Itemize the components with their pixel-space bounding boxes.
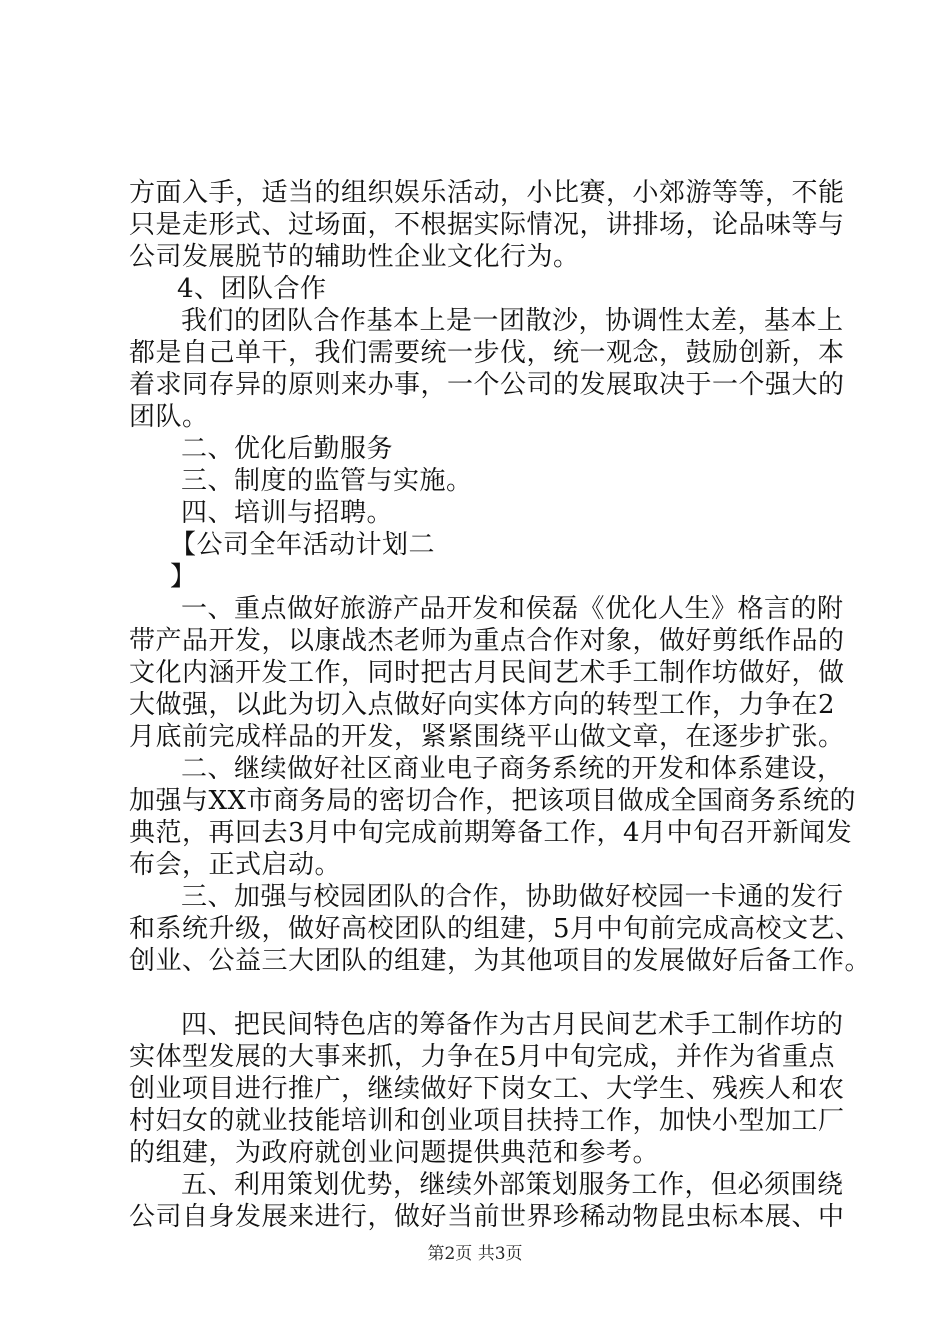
text-line: 二、继续做好社区商业电子商务系统的开发和体系建设， xyxy=(181,754,844,784)
plan-title: 【公司全年活动计划二 xyxy=(170,530,436,560)
text-line: 带产品开发，以康战杰老师为重点合作对象，做好剪纸作品的 xyxy=(129,626,845,656)
text-line: 公司自身发展来进行，做好当前世界珍稀动物昆虫标本展、中 xyxy=(129,1202,845,1232)
text-line: 大做强，以此为切入点做好向实体方向的转型工作，力争在2 xyxy=(129,690,836,720)
section-heading: 三、制度的监管与实施。 xyxy=(181,466,473,496)
text-line: 文化内涵开发工作，同时把古月民间艺术手工制作坊做好，做 xyxy=(129,658,845,688)
text-line: 典范，再回去3月中旬完成前期筹备工作，4月中旬召开新闻发 xyxy=(129,818,853,848)
text-line: 村妇女的就业技能培训和创业项目扶持工作，加快小型加工厂 xyxy=(129,1106,845,1136)
text-line: 四、把民间特色店的筹备作为古月民间艺术手工制作坊的 xyxy=(181,1010,844,1040)
text-line: 三、加强与校园团队的合作，协助做好校园一卡通的发行 xyxy=(181,882,844,912)
text-line: 五、利用策划优势，继续外部策划服务工作，但必须围绕 xyxy=(181,1170,844,1200)
text-line: 方面入手，适当的组织娱乐活动，小比赛，小郊游等等，不能 xyxy=(129,178,845,208)
text-line: 和系统升级，做好高校团队的组建，5月中旬前完成高校文艺、 xyxy=(129,914,862,944)
text-line: 我们的团队合作基本上是一团散沙，协调性太差，基本上 xyxy=(181,306,844,336)
page-number: 第2页 共3页 xyxy=(427,1244,523,1264)
text-line: 都是自己单干，我们需要统一步伐，统一观念，鼓励创新，本 xyxy=(129,338,845,368)
text-line: 创业、公益三大团队的组建，为其他项目的发展做好后备工作。 xyxy=(129,946,872,976)
text-line: 月底前完成样品的开发，紧紧围绕平山做文章，在逐步扩张。 xyxy=(129,722,845,752)
page-footer xyxy=(0,1242,950,1266)
text-line: 一、重点做好旅游产品开发和侯磊《优化人生》格言的附 xyxy=(181,594,844,624)
text-line: 着求同存异的原则来办事，一个公司的发展取决于一个强大的 xyxy=(129,370,845,400)
text-line: 只是走形式、过场面，不根据实际情况，讲排场，论品味等与 xyxy=(129,210,845,240)
text-line: 创业项目进行推广，继续做好下岗女工、大学生、残疾人和农 xyxy=(129,1074,845,1104)
text-line: 公司发展脱节的辅助性企业文化行为。 xyxy=(129,242,580,272)
section-heading: 二、优化后勤服务 xyxy=(181,434,394,464)
section-heading: 4、团队合作 xyxy=(177,274,327,304)
text-line: 布会，正式启动。 xyxy=(129,850,342,880)
text-line: 团队。 xyxy=(129,402,209,432)
text-line: 的组建，为政府就创业问题提供典范和参考。 xyxy=(129,1138,660,1168)
plan-title-bracket: 】 xyxy=(170,562,197,592)
section-heading: 四、培训与招聘。 xyxy=(181,498,394,528)
text-line: 实体型发展的大事来抓，力争在5月中旬完成，并作为省重点 xyxy=(129,1042,836,1072)
text-line: 加强与XX市商务局的密切合作，把该项目做成全国商务系统的 xyxy=(129,786,857,816)
